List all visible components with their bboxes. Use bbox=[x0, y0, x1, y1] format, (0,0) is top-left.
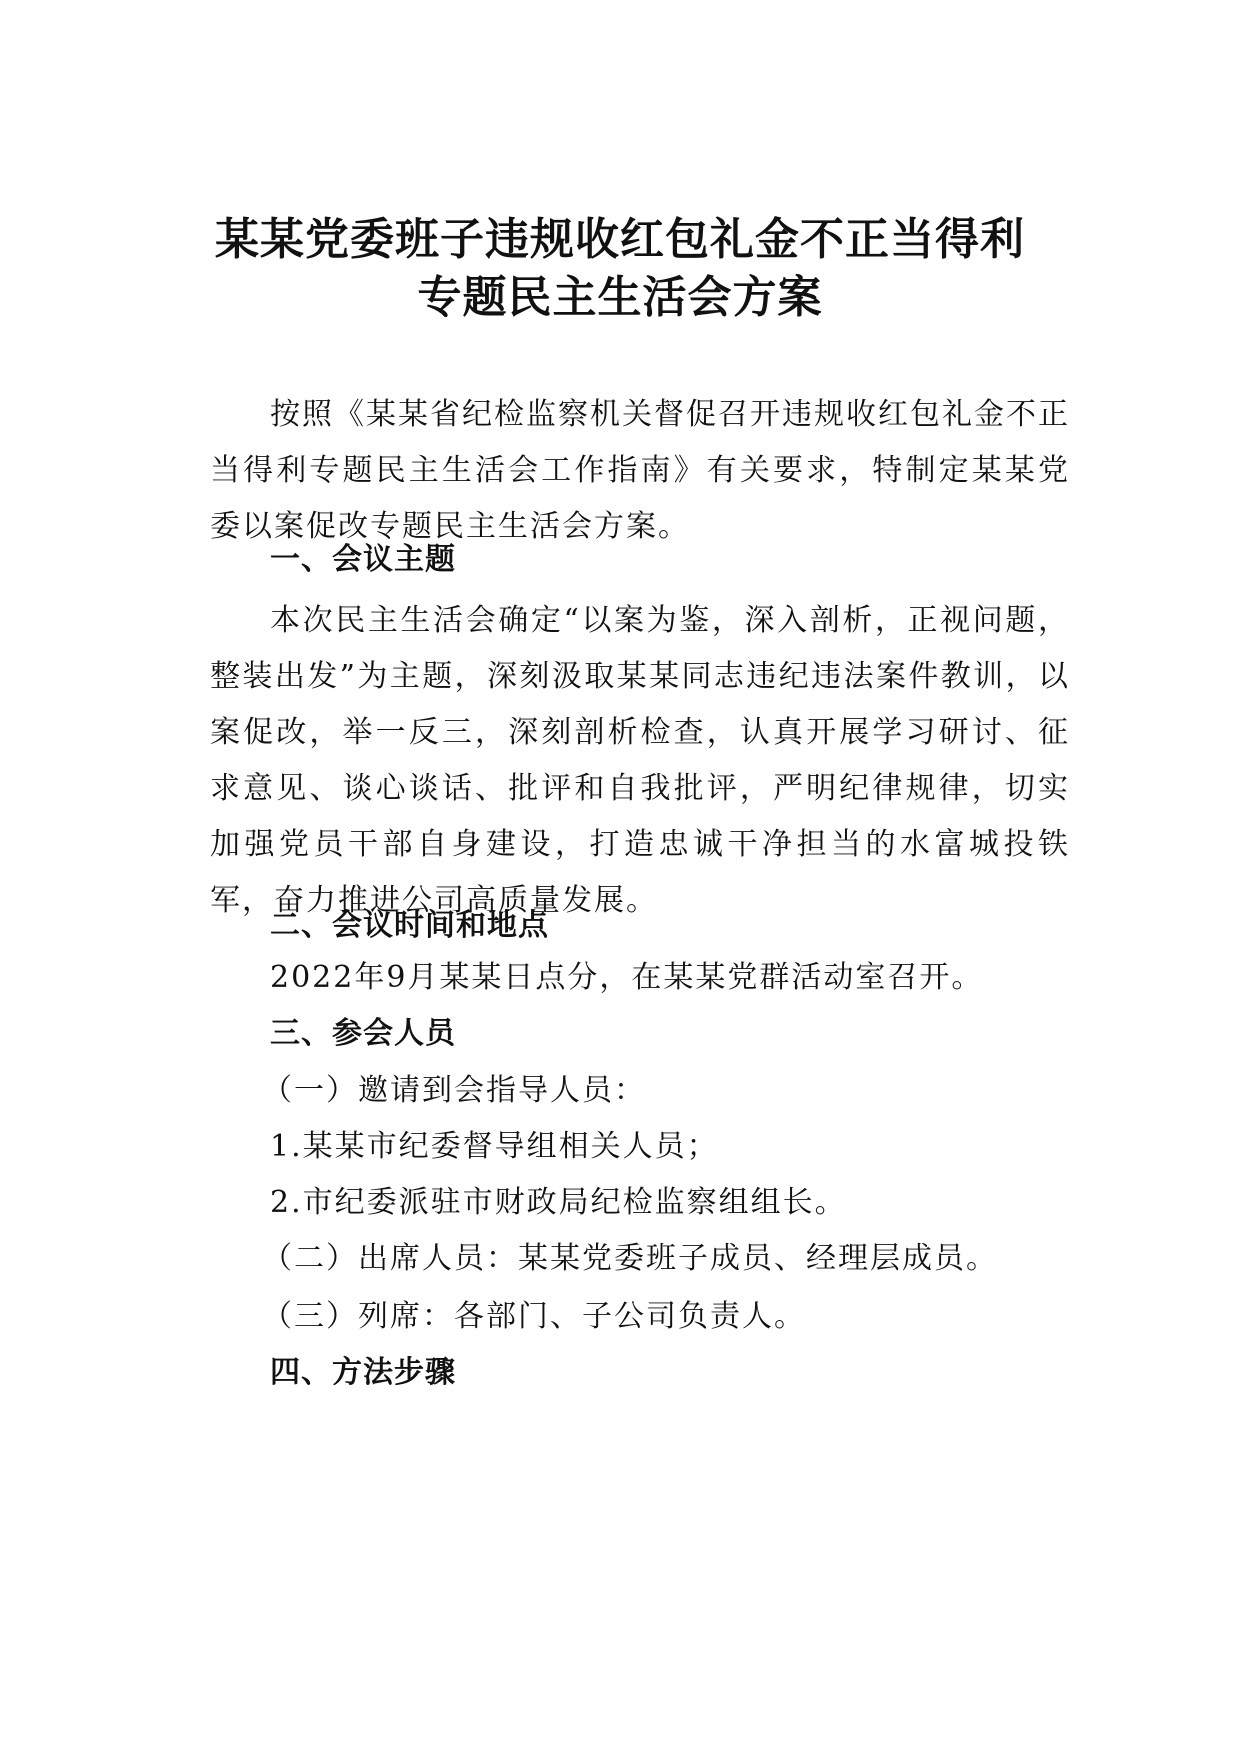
section-heading-theme: 一、会议主题 bbox=[270, 542, 456, 577]
attendee-item-1: 1.某某市纪委督导组相关人员； bbox=[270, 1129, 719, 1164]
document-title-line-2: 专题民主生活会方案 bbox=[417, 272, 823, 323]
section-body-theme: 本次民主生活会确定“以案为鉴，深入剖析，正视问题，整装出发”为主题，深刻汲取某某同志违纪违法案件教训，以案促改，举一反三，深刻剖析检查，认真开展学习研讨、征求意见、谈心谈话、批评和自我批评，严明纪律规律，切实加强党员干部自身建设，打造忠诚干净担当的水富城投铁军，奋力推进公司高质量发展。 bbox=[210, 603, 1070, 918]
attendee-item-observers: （三）列席：各部门、子公司负责人。 bbox=[262, 1299, 806, 1334]
section-heading-method: 四、方法步骤 bbox=[270, 1355, 456, 1390]
section-heading-time-place: 二、会议时间和地点 bbox=[270, 908, 549, 943]
intro-paragraph: 按照《某某省纪检监察机关督促召开违规收红包礼金不正当得利专题民主生活会工作指南》有关要求，特制定某某党委以案促改专题民主生活会方案。 bbox=[210, 397, 1070, 544]
section-heading-attendees: 三、参会人员 bbox=[270, 1016, 456, 1051]
document-title-line-1: 某某党委班子违规收红包礼金不正当得利 bbox=[215, 214, 1025, 265]
attendee-item-present: （二）出席人员：某某党委班子成员、经理层成员。 bbox=[262, 1241, 998, 1276]
attendee-item-2: 2.市纪委派驻市财政局纪检监察组组长。 bbox=[270, 1185, 847, 1220]
section-body-time-place: 2022年9月某某日点分，在某某党群活动室召开。 bbox=[270, 960, 984, 995]
attendee-item-invited: （一）邀请到会指导人员： bbox=[262, 1073, 646, 1108]
